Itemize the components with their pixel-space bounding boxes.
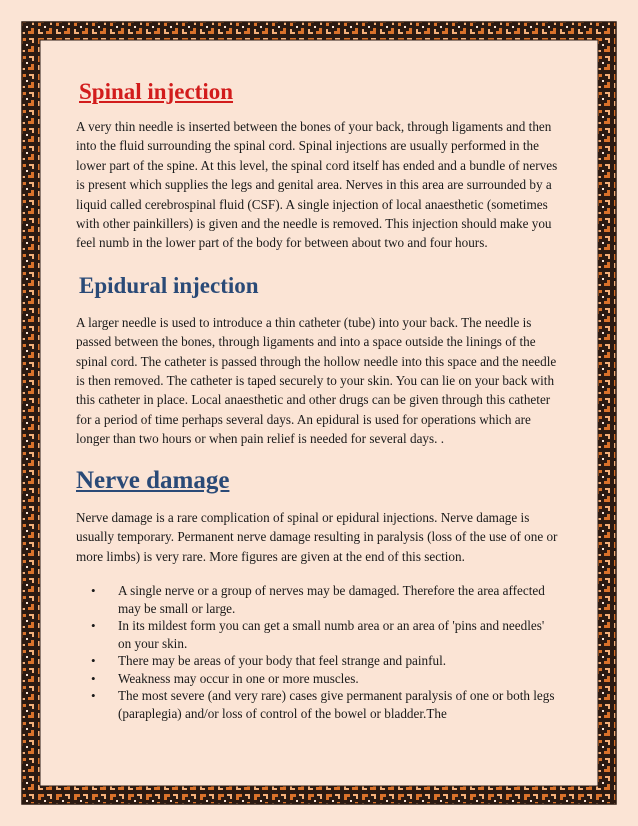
list-item: • There may be areas of your body that feel strange and painful. [118,652,560,670]
heading-nerve-damage: Nerve damage [76,466,230,494]
list-item: • A single nerve or a group of nerves may be damaged. Therefore the area affected may be small or large. [118,582,560,617]
nerve-damage-bullet-list [76,582,560,723]
list-item: • The most severe (and very rare) cases give permanent paralysis of one or both legs (paraplegia) and/or loss of control of the bowel or bladder.The [118,687,560,722]
paragraph-epidural-injection: A larger needle is used to introduce a thin catheter (tube) into your back. The needle is passed between the bones, through ligaments and into a space outside the linings of the spinal cord. The catheter is passed through the hollow needle into this space and the needle is then removed. The catheter is taped securely to your skin. You can lie on your back with this catheter in place. Local anaesthetic and other drugs can be given through this catheter for a period of time perhaps several days. An epidural is used for operations which are longer than two hours or when pain relief is needed for several days. . [76,314,557,447]
paragraph-nerve-damage: Nerve damage is a rare complication of spinal or epidural injections. Nerve damage is usually temporary. Permanent nerve damage resulting in paralysis (loss of the use of one or more limbs) is very rare. More figures are given at the end of this section. [76,509,558,564]
document-content [76,74,560,723]
list-item: • Weakness may occur in one or more muscles. [118,670,560,688]
heading-spinal-injection: Spinal injection [79,79,234,104]
heading-epidural-injection: Epidural injection [79,272,259,298]
paragraph-spinal-injection: A very thin needle is inserted between the bones of your back, through ligaments and then into the fluid surrounding the spinal cord. Spinal injections are usually performed in the lower part of the spine. At this level, the spinal cord itself has ended and a bundle of nerves is present which supplies the legs and genital area. Nerves in this area are surrounded by a liquid called cerebrospinal fluid (CSF). A single injection of local anaesthetic (sometimes with other painkillers) is given and the needle is removed. This injection should make you feel numb in the lower part of the body for between about two and four hours. [76,119,558,251]
list-item: • In its mildest form you can get a small numb area or an area of 'pins and needles' on your skin. [118,617,560,652]
